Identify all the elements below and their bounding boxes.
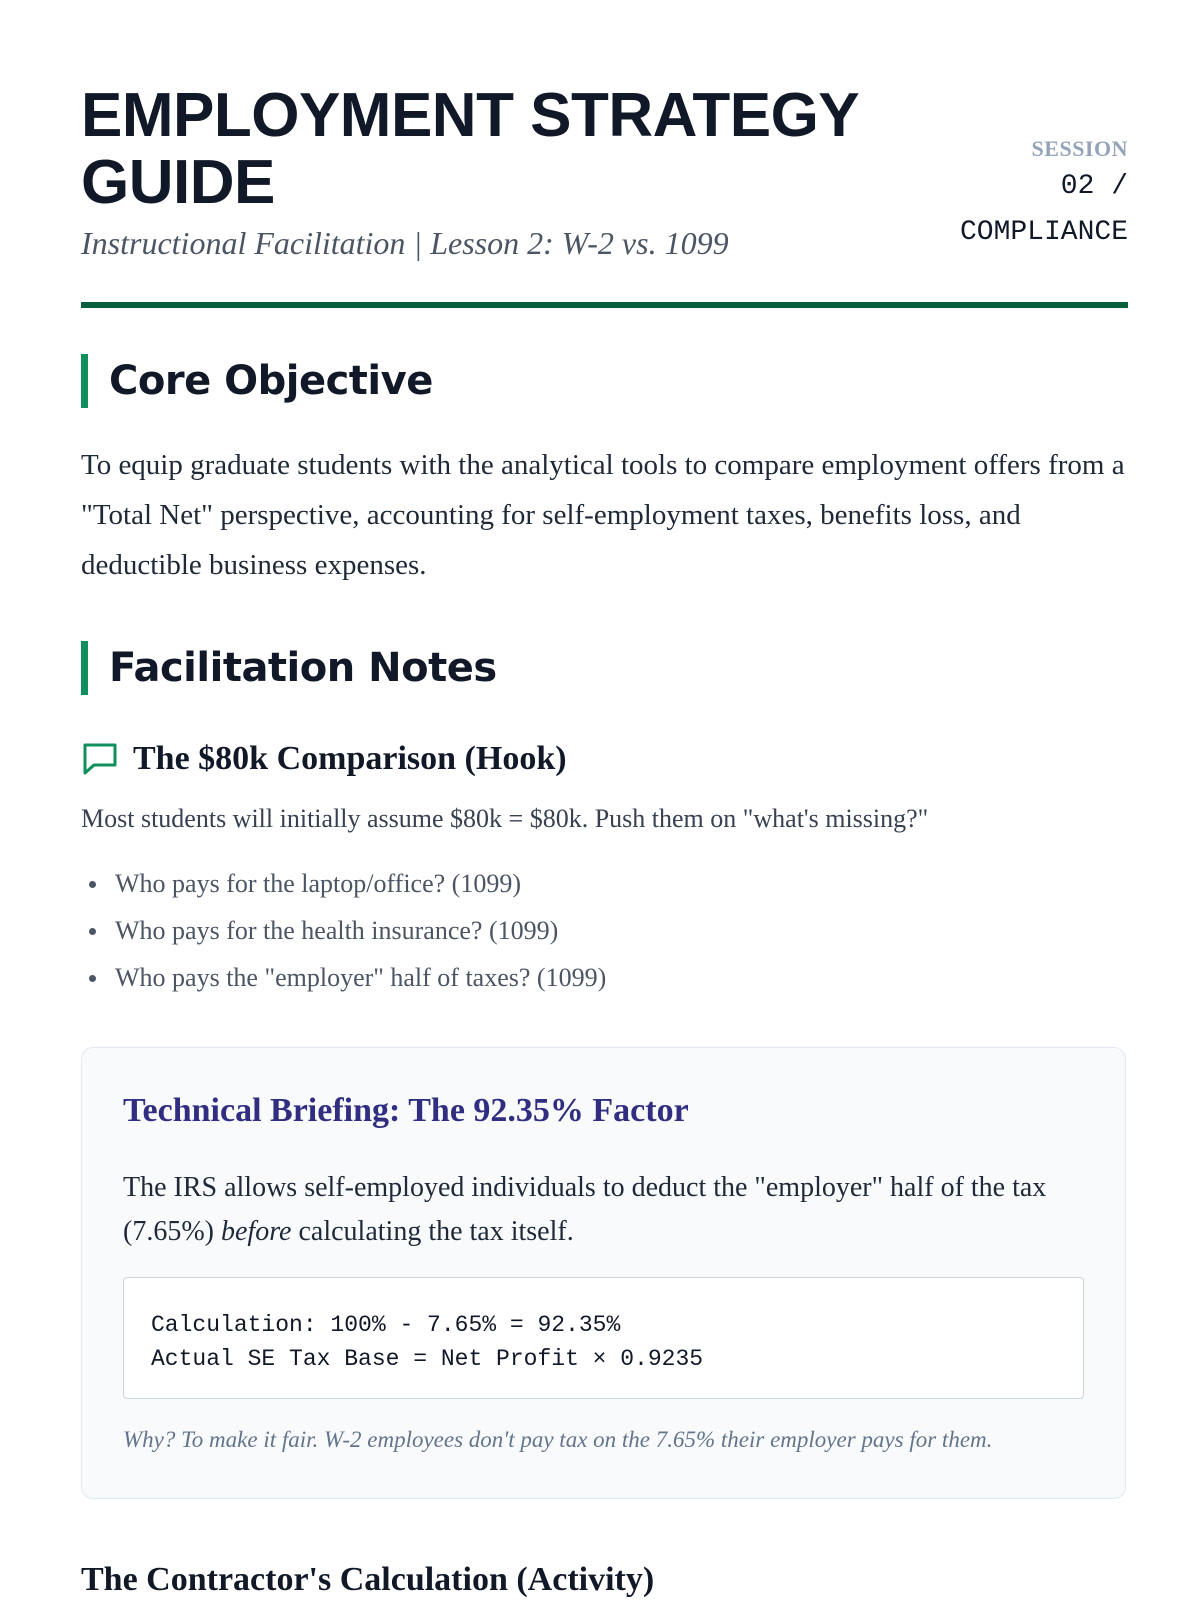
- core-objective-title: Core Objective: [109, 358, 433, 404]
- hook-heading: [81, 740, 567, 778]
- page-subtitle: Instructional Facilitation | Lesson 2: W-2 vs. 1099: [81, 225, 729, 261]
- briefing-title: Technical Briefing: The 92.35% Factor: [123, 1092, 689, 1129]
- list-item: Who pays for the health insurance? (1099): [81, 907, 606, 954]
- list-item: Who pays the "employer" half of taxes? (1099): [81, 954, 606, 1001]
- hook-intro: Most students will initially assume $80k = $80k. Push them on "what's missing?": [81, 804, 929, 833]
- list-item: Who pays for the laptop/office? (1099): [81, 860, 606, 907]
- section-accent-bar: [81, 641, 88, 695]
- briefing-text-start: The IRS allows self-employed individuals to deduct the "employer" half of the tax (7.65%): [123, 1172, 1047, 1247]
- activity-title: The Contractor's Calculation (Activity): [81, 1561, 655, 1598]
- briefing-note: Why? To make it fair. W-2 employees don't pay tax on the 7.65% their employer pays for them.: [123, 1427, 993, 1452]
- chat-bubble-icon: [81, 741, 119, 777]
- document-header: [81, 0, 1128, 302]
- facilitation-notes-title: Facilitation Notes: [109, 645, 497, 691]
- page: [81, 0, 1128, 1598]
- hook-question-list: [81, 860, 606, 1001]
- hook-title: The $80k Comparison (Hook): [133, 740, 567, 777]
- briefing-text-emphasis: before: [220, 1216, 292, 1247]
- facilitation-notes-heading: [81, 641, 497, 695]
- core-objective-text: To equip graduate students with the analytical tools to compare employment offers from a "Total Net" perspective, accounting for self-employment taxes, benefits loss, and deductible business expenses.: [81, 449, 1125, 581]
- technical-briefing-card: [81, 1047, 1126, 1499]
- calculation-line: Actual SE Tax Base = Net Profit × 0.9235: [151, 1346, 704, 1372]
- session-number: 02 /: [1060, 171, 1128, 202]
- calculation-code-block: [123, 1277, 1084, 1399]
- briefing-text-end: calculating the tax itself.: [291, 1216, 574, 1247]
- session-label: SESSION: [1031, 136, 1128, 161]
- calculation-line: Calculation: 100% - 7.65% = 92.35%: [151, 1312, 621, 1338]
- section-accent-bar: [81, 354, 88, 408]
- header-divider: [81, 302, 1128, 308]
- session-meta: [960, 134, 1128, 256]
- briefing-text: [123, 1166, 1063, 1254]
- core-objective-heading: [81, 354, 433, 408]
- session-topic: COMPLIANCE: [959, 217, 1128, 248]
- page-title: EMPLOYMENT STRATEGY GUIDE: [81, 81, 859, 217]
